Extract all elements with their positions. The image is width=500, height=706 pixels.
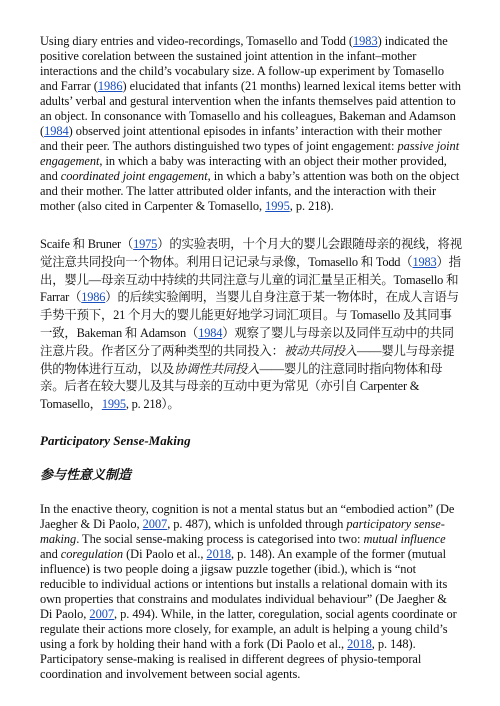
text-span: ——婴儿的注意同时指向物体和母亲。后者在较大婴儿及其与母亲的互动中更为常见（亦引自 Carpenter & Tomasello， bbox=[40, 361, 443, 412]
term-coregulation: coregulation bbox=[60, 546, 124, 561]
term-passive-joint-engagement: passive joint engagement bbox=[40, 139, 460, 168]
text-span: , p. 218). bbox=[289, 199, 334, 213]
text-span: , p. 487), which is unfolded through bbox=[167, 516, 347, 531]
text-span: , p. 148). An example of the former (mutual influence) is two people doing a jigsaw puzzle together (ibid.), which is “not reducible to individual actions or intentions but installs a relational domain with its own properties that constrains and modulates individual behaviour” (De Jaegher & Di Paolo, bbox=[40, 546, 448, 621]
paragraph-chinese-joint-attention bbox=[40, 236, 462, 414]
citation-link-2007[interactable]: 2007 bbox=[89, 606, 115, 621]
text-span: , p. 148). Participatory sense-making is realised in different degrees of physio-temporal coordination and involvement between social agents. bbox=[40, 636, 422, 681]
term-mutual-influence: mutual influence bbox=[363, 531, 446, 546]
citation-link-1995[interactable]: 1995 bbox=[101, 397, 126, 412]
text-span: , p. 218）。 bbox=[125, 397, 180, 412]
paragraph-english-sense-making bbox=[40, 502, 462, 682]
citation-link-1986[interactable]: 1986 bbox=[97, 79, 123, 93]
section-heading-chinese: 参与性意义制造 bbox=[40, 466, 132, 482]
citation-link-1983[interactable]: 1983 bbox=[353, 34, 378, 48]
term-passive-joint-engagement-zh: 被动共同投入 bbox=[283, 343, 357, 358]
article-body bbox=[40, 34, 462, 682]
citation-link-2018[interactable]: 2018 bbox=[206, 546, 232, 561]
section-heading-english: Participatory Sense-Making bbox=[40, 432, 191, 448]
text-span: ) elucidated that infants (21 months) learned lexical items better with adults’ verbal and gestural intervention when the infants themselves paid attention to an object. In consonance with Tomasello and his colleagues, Bakeman and Adamson ( bbox=[40, 79, 461, 138]
text-span: , in which a baby was interacting with an object their mother provided, and bbox=[40, 154, 447, 183]
citation-link-1995[interactable]: 1995 bbox=[265, 199, 290, 213]
text-span: ) observed joint attentional episodes in infants’ interaction with their mother and their peer. The authors distinguished two types of joint engagement: bbox=[40, 124, 442, 153]
citation-link-1983[interactable]: 1983 bbox=[412, 254, 437, 269]
term-participatory-sense-making: participatory sense-making bbox=[40, 516, 445, 546]
citation-link-1986[interactable]: 1986 bbox=[81, 290, 106, 305]
citation-link-2007[interactable]: 2007 bbox=[142, 516, 168, 531]
text-span: ）的实验表明，十个月大的婴儿会跟随母亲的视线，将视觉注意共同投向一个物体。利用日记记录与录像，Tomasello 和 Todd（ bbox=[40, 237, 462, 269]
paragraph-english-joint-attention bbox=[40, 34, 462, 214]
citation-link-1984[interactable]: 1984 bbox=[44, 124, 69, 138]
text-span: ）观察了婴儿与母亲以及同伴互动中的共同注意片段。作者区分了两种类型的共同投入： bbox=[40, 325, 454, 358]
term-coordinated-joint-engagement: coordinated joint engagement bbox=[60, 169, 208, 183]
citation-link-1975[interactable]: 1975 bbox=[133, 237, 158, 251]
text-span: In the enactive theory, cognition is not a mental status but an “embodied action” (De Jaegher & Di Paolo, bbox=[40, 501, 455, 531]
text-span: ）指出，婴儿—母亲互动中持续的共同注意与儿童的词汇量呈正相关。Tomasello 和 Farrar（ bbox=[40, 254, 461, 305]
text-span: and bbox=[40, 546, 61, 561]
text-span: ）的后续实验阐明，当婴儿自身注意于某一物体时，在成人言语与手势干预下，21 个月大的婴儿能更好地学习词汇项目。与 Tomasello 及其同事一致，Bakeman 和 Adamson（ bbox=[40, 290, 459, 340]
text-span: ——婴儿与母亲提供的物体进行互动，以及 bbox=[40, 343, 455, 376]
citation-link-2018[interactable]: 2018 bbox=[347, 636, 372, 651]
text-span: , in which a baby’s attention was both on the object and their mother. The latter attributed older infants, and the interaction with their mother (also cited in Carpenter & Tomasello, bbox=[40, 169, 460, 213]
text-span: , p. 494). While, in the latter, coregulation, social agents coordinate or regulate their actions more closely, for example, an adult is helping a young child’s using a fork by holding their hand with a fork (Di Paolo et al., bbox=[40, 606, 457, 651]
term-coordinated-joint-engagement-zh: 协调性共同投入 bbox=[174, 361, 260, 376]
text-span: (Di Paolo et al., bbox=[123, 546, 207, 561]
text-span: ) indicated the positive corelation between the sustained joint attention in the infant–mother interactions and the child’s vocabulary size. A follow-up experiment by Tomasello and Farrar ( bbox=[40, 34, 448, 93]
text-span: Scaife 和 Bruner（ bbox=[40, 237, 134, 251]
text-span: . The social sense-making process is categorised into two: bbox=[76, 531, 364, 546]
text-span: Using diary entries and video-recordings, Tomasello and Todd ( bbox=[40, 34, 354, 48]
citation-link-1984[interactable]: 1984 bbox=[198, 325, 223, 340]
